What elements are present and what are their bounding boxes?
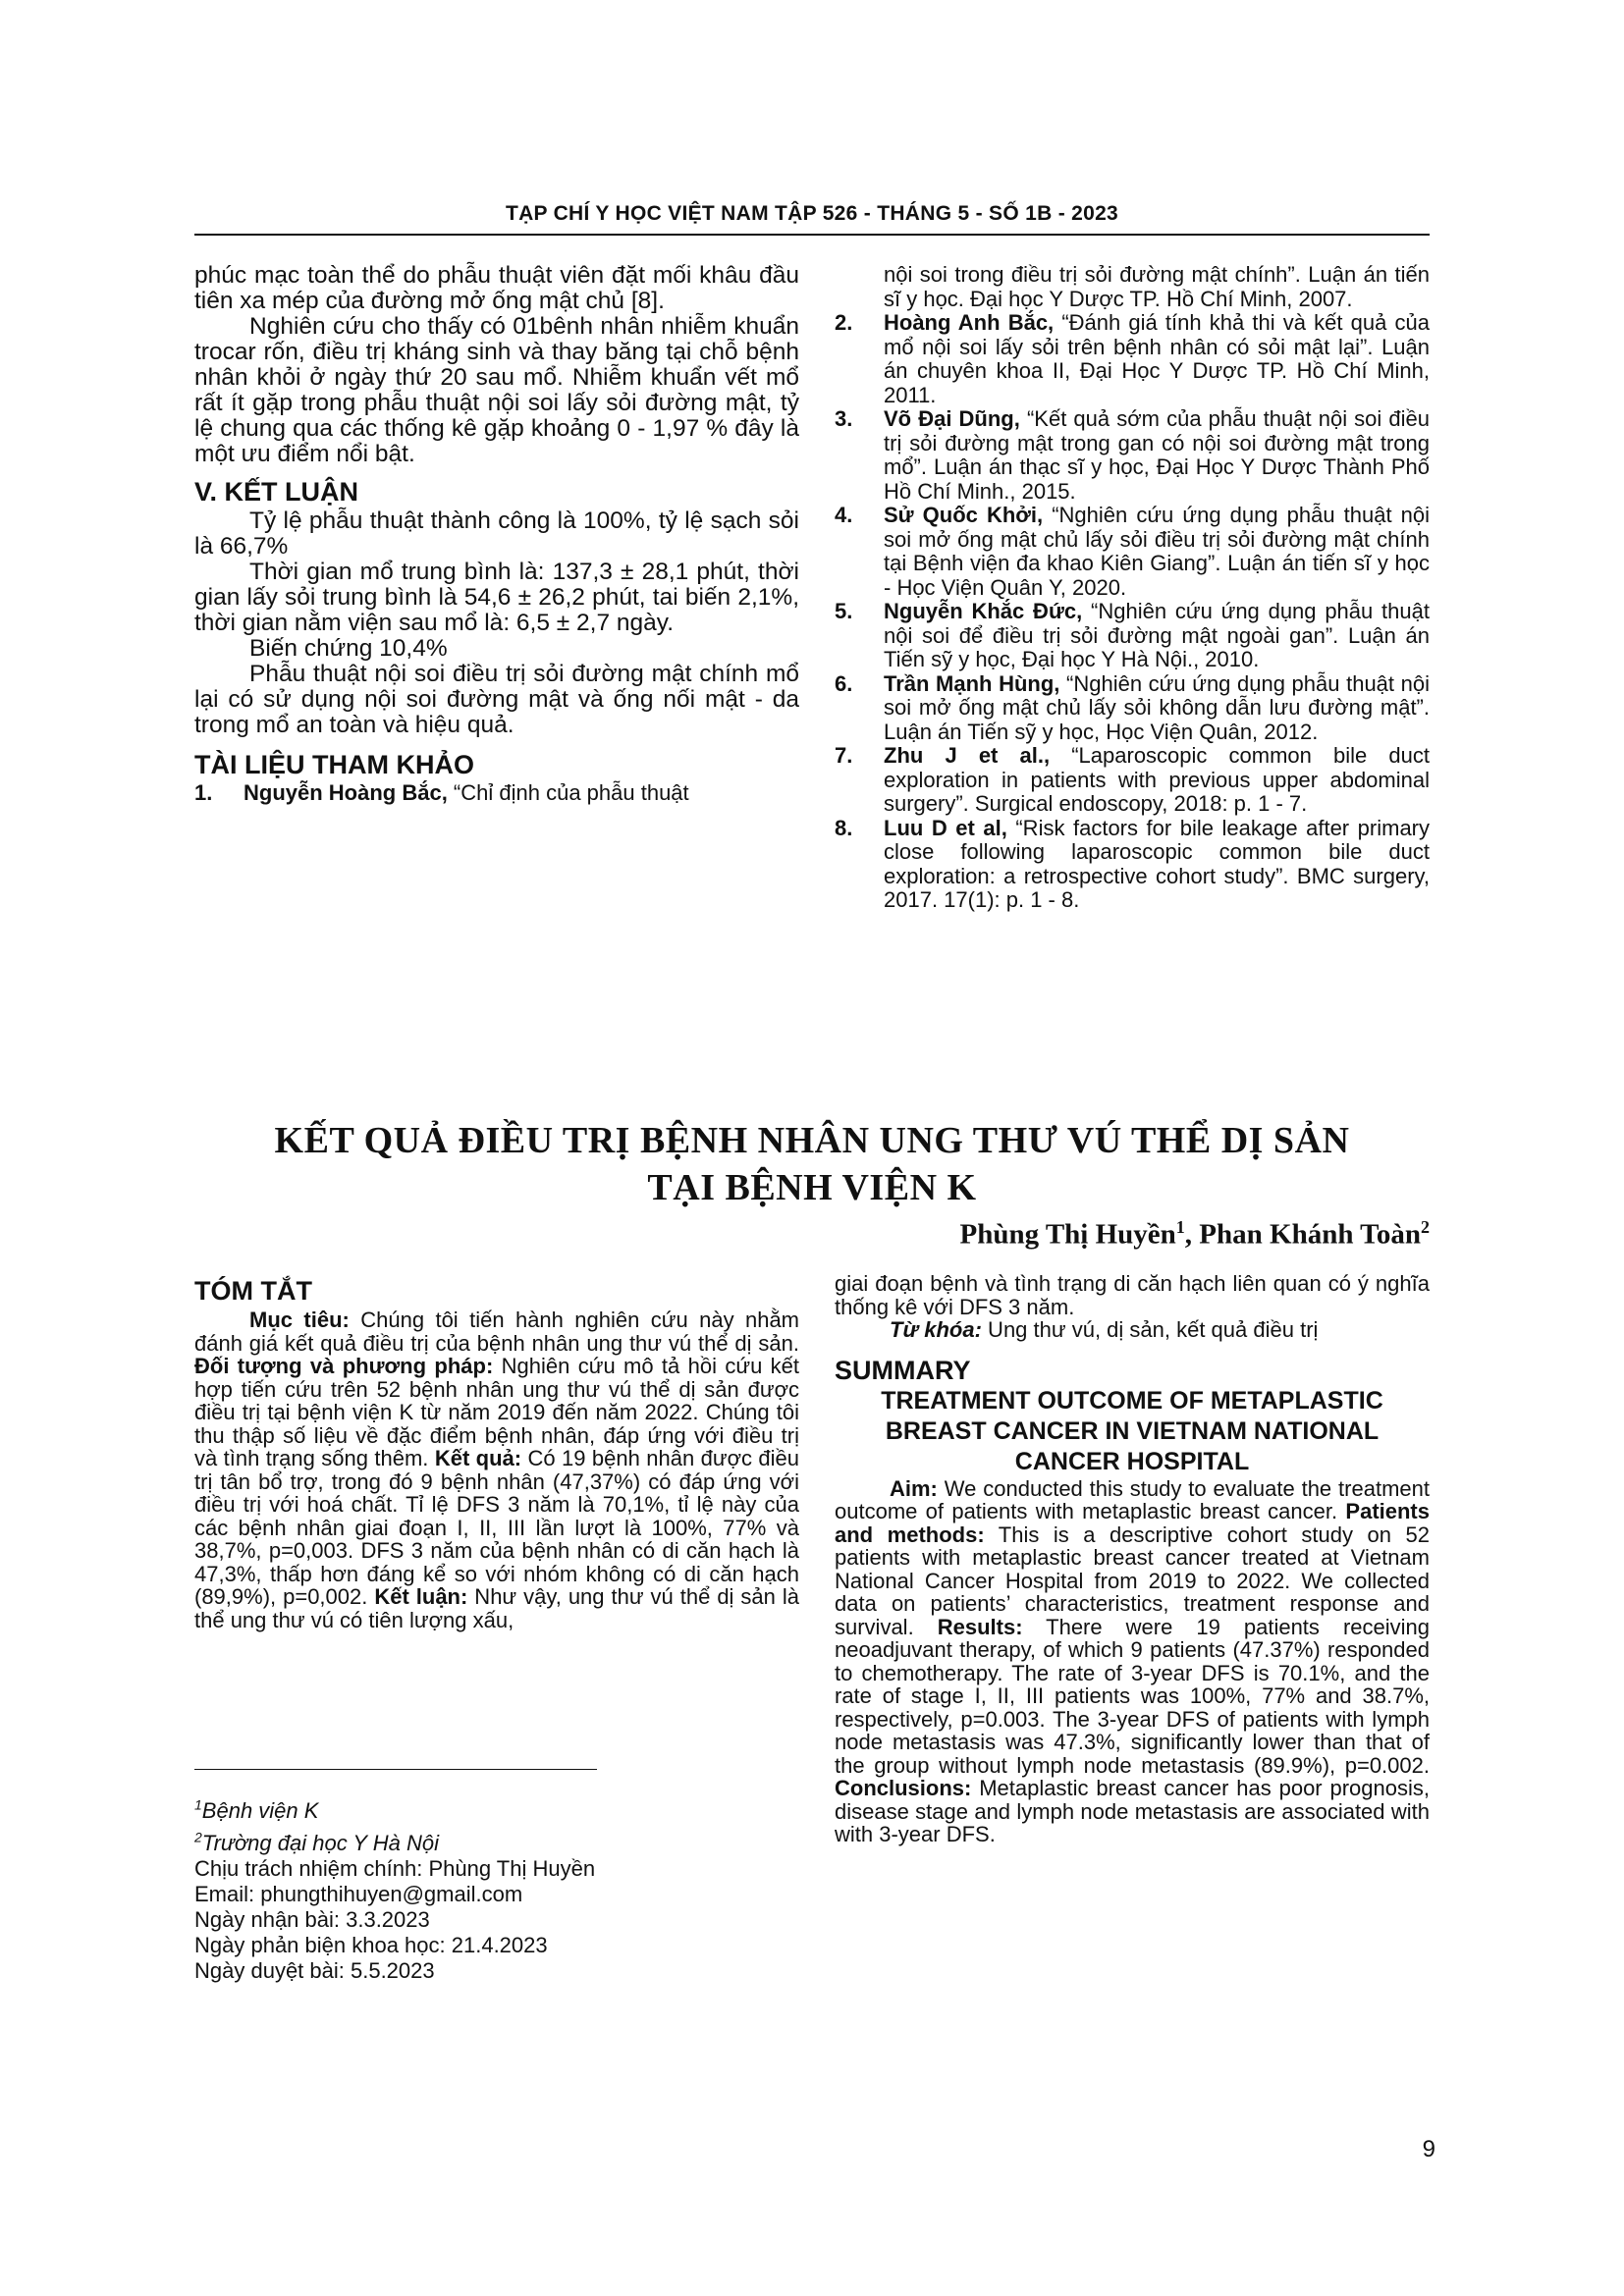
reference-text: “Risk factors for bile leakage after primary close following laparoscopic common bile duct exploration: a retrospective cohort study”. BMC surgery, 2017. 17(1): p. 1 - 8. (884, 815, 1431, 912)
reference-text: “Nghiên cứu ứng dụng phẫu thuật nội soi để điều trị sỏi đường mật ngoài gan”. Luận án Tiến sỹ y học, Đại học Y Hà Nội., 2010. (884, 599, 1430, 671)
reference-text: “Kết quả sớm của phẫu thuật nội soi điều trị sỏi đường mật trong gan có nội soi đường mật trong mổ”. Luận án thạc sĩ y học, Đại Học Y Dược Thành Phố Hồ Chí Minh., 2015. (884, 406, 1430, 504)
section-heading: TÀI LIỆU THAM KHẢO (194, 750, 474, 779)
abstract-heading: TÓM TẮT (194, 1276, 312, 1306)
summary-title: TREATMENT OUTCOME OF METAPLASTIC BREAST CANCER IN VIETNAM NATIONAL CANCER HOSPITAL (881, 1386, 1383, 1475)
affiliation-mark: 2 (1421, 1217, 1430, 1237)
reference-author: Trần Mạnh Hùng, (884, 670, 1060, 696)
reference-number: 4. (835, 503, 853, 527)
abstract-paragraph (194, 1308, 799, 1631)
section-heading: V. KẾT LUẬN (194, 477, 359, 507)
keywords (835, 1318, 1430, 1342)
paragraph: Biến chứng 10,4% (249, 635, 448, 662)
title-line: TẠI BỆNH VIỆN K (647, 1167, 977, 1208)
date-reviewed: Ngày phản biện khoa học: 21.4.2023 (194, 1932, 548, 1957)
affiliation (194, 1792, 595, 1824)
running-header: TẠP CHÍ Y HỌC VIỆT NAM TẬP 526 - THÁNG 5 - SỐ 1B - 2023 (505, 202, 1119, 225)
paragraph: phúc mạc toàn thể do phẫu thuật viên đặt mối khâu đầu tiên xa mép của đường mở ống mật chủ [8]. (194, 262, 799, 314)
summary-heading: SUMMARY (835, 1355, 971, 1385)
author-name: Phùng Thị Huyền (959, 1218, 1176, 1251)
reference-text: “Chỉ định của phẫu thuật (447, 780, 689, 805)
keywords-label: Từ khóa: (890, 1317, 982, 1342)
reference-number: 7. (835, 743, 853, 768)
reference-item (835, 311, 1430, 407)
paragraph: Nghiên cứu cho thấy có 01bênh nhân nhiễm khuẩn trocar rốn, điều trị kháng sinh và thay băng tại chỗ bệnh nhân khỏi ở ngày thứ 20 sau mổ. Nhiễm khuẩn vết mổ rất ít gặp trong phẫu thuật nội soi lấy sỏi đường mật, tỷ lệ chung qua các thống kê gặp khoảng 0 - 1,97 % đây là một ưu điểm nổi bật. (194, 313, 799, 467)
text: Chúng tôi tiến hành nghiên cứu này nhằm đánh giá kết quả điều trị của bệnh nhân ung thư vú thể dị sản. (194, 1308, 799, 1356)
text: Như vậy, ung thư vú thể dị sản là thể ung thư vú có tiên lượng xấu, (194, 1584, 799, 1632)
reference-text: “Laparoscopic common bile duct exploration in patients with previous upper abdominal surgery”. Surgical endoscopy, 2018: p. 1 - 7. (884, 743, 1430, 816)
label: Kết luận: (374, 1584, 468, 1609)
reference-item (835, 672, 1430, 745)
reference-item (835, 817, 1430, 913)
footnotes (194, 1792, 595, 1984)
title-line: KẾT QUẢ ĐIỀU TRỊ BỆNH NHÂN UNG THƯ VÚ THỂ DỊ SẢN (274, 1120, 1350, 1161)
reference-number: 6. (835, 670, 853, 696)
corresponding-author: Chịu trách nhiệm chính: Phùng Thị Huyền (194, 1855, 596, 1881)
label: Kết quả: (434, 1446, 522, 1470)
reference-author: Võ Đại Dũng, (884, 406, 1020, 431)
text: We conducted this study to evaluate the treatment outcome of patients with metaplastic breast cancer. (835, 1475, 1430, 1523)
author-separator: , (1184, 1218, 1200, 1251)
summary-paragraph (835, 1477, 1430, 1846)
affiliation-mark: 1 (1175, 1217, 1185, 1237)
affiliation (194, 1824, 595, 1855)
article-title (194, 1117, 1430, 1211)
paragraph: Phẫu thuật nội soi điều trị sỏi đường mật chính mổ lại có sử dụng nội soi đường mật và ống nối mật - da trong mổ an toàn và hiệu quả. (194, 661, 799, 738)
reference-number: 3. (835, 406, 853, 431)
label: Đối tượng và phương pháp: (194, 1354, 494, 1378)
reference-author: Sử Quốc Khởi, (884, 503, 1044, 527)
reference-item (835, 744, 1430, 817)
header-rule (194, 234, 1430, 236)
right-column (835, 263, 1430, 913)
reference-text: “Nghiên cứu ứng dụng phẫu thuật nội soi mở ống mật chủ lấy sỏi điều trị sỏi đường mật chính tại Bệnh viện đa khao Kiên Giang”. Luận án tiến sĩ y học - Học Viện Quân Y, 2020. (884, 503, 1430, 600)
date-received: Ngày nhận bài: 3.3.2023 (194, 1906, 430, 1932)
affiliation-mark: 2 (194, 1829, 202, 1845)
paragraph: Thời gian mổ trung bình là: 137,3 ± 28,1 phút, thời gian lấy sỏi trung bình là 54,6 ± 26,2 phút, tai biến 2,1%, thời gian nằm viện sau mổ là: 6,5 ± 2,7 ngày. (194, 559, 799, 636)
reference-number: 1. (194, 780, 213, 805)
reference-item (835, 407, 1430, 504)
reference-number: 8. (835, 815, 853, 840)
email: Email: phungthihuyen@gmail.com (194, 1881, 523, 1906)
text: This is a descriptive cohort study on 52 patients with metaplastic breast cancer treated at Vietnam National Cancer Hospital from 2019 to 2022. We collected data on patients’ characteristics, treatment response and survival. (835, 1522, 1430, 1639)
author-list (960, 1217, 1431, 1252)
reference-item (835, 263, 1430, 311)
abstract-continued (835, 1272, 1430, 1846)
reference-author: Nguyễn Khắc Đức, (884, 599, 1083, 623)
reference-item (835, 600, 1430, 672)
label: Aim: (890, 1475, 938, 1501)
reference-number: 2. (835, 310, 853, 335)
reference-author: Zhu J et al., (884, 743, 1051, 768)
left-column (194, 263, 799, 806)
footnote-rule (194, 1769, 597, 1770)
reference-item (835, 504, 1430, 600)
reference-item (194, 781, 799, 806)
text: Có 19 bệnh nhân được điều trị tân bổ trợ, trong đó 9 bệnh nhân (47,37%) có đáp ứng với điều trị với hoá chất. Tỉ lệ DFS 3 năm là 70,1%, tỉ lệ này của các bệnh nhân giai đoạn I, II, III lần lượt là 100%, 77% và 38,7%, p=0,003. DFS 3 năm của bệnh nhân có di căn hạch là 47,3%, thấp hơn đáng kể so với nhóm không có di căn hạch (89,9%), p=0,002. (194, 1446, 800, 1609)
reference-list (835, 311, 1430, 913)
reference-text: “Đánh giá tính khả thi và kết quả của mổ nội soi lấy sỏi trên bệnh nhân có sỏi mật lại”. Luận án chuyên khoa II, Đại Học Y Dược TP. Hồ Chí Minh, 2011. (884, 310, 1430, 407)
abstract-paragraph: giai đoạn bệnh và tình trạng di căn hạch liên quan có ý nghĩa thống kê với DFS 3 năm. (835, 1271, 1430, 1319)
text: Nghiên cứu mô tả hồi cứu kết hợp tiến cứu trên 52 bệnh nhân ung thư vú thể dị sản được điều trị tại bệnh viện K từ năm 2019 đến năm 2022. Chúng tôi thu thập số liệu về đặc điểm bệnh nhân, đáp ứng với điều trị và tình trạng sống thêm. (194, 1354, 800, 1470)
text: Metaplastic breast cancer has poor prognosis, disease stage and lymph node metastasis are associated with with 3-year DFS. (835, 1776, 1430, 1846)
reference-author: Nguyễn Hoàng Bắc, (244, 780, 448, 805)
label: Conclusions: (835, 1776, 972, 1800)
paragraph: Tỷ lệ phẫu thuật thành công là 100%, tỷ lệ sạch sỏi là 66,7% (194, 507, 799, 560)
author-name: Phan Khánh Toàn (1199, 1218, 1421, 1251)
page-number: 9 (1422, 2136, 1435, 2163)
reference-author: Hoàng Anh Bắc, (884, 310, 1055, 335)
reference-number: 5. (835, 599, 853, 623)
label: Patients and methods: (835, 1499, 1430, 1547)
affiliation-text: Trường đại học Y Hà Nội (201, 1830, 440, 1855)
date-approved: Ngày duyệt bài: 5.5.2023 (194, 1957, 435, 1983)
affiliation-text: Bệnh viện K (201, 1798, 319, 1824)
reference-author: Luu D et al, (884, 815, 1007, 840)
reference-text: “Nghiên cứu ứng dụng phẫu thuật nội soi mở ống mật chủ lấy sỏi không dẫn lưu đường mật”. Luận án Tiến sỹ y học, Học Viện Quân, 2012. (884, 670, 1430, 744)
keywords-text: Ung thư vú, dị sản, kết quả điều trị (981, 1317, 1319, 1342)
affiliation-mark: 1 (194, 1797, 202, 1813)
label: Results: (937, 1614, 1023, 1639)
abstract-vietnamese (194, 1276, 799, 1631)
reference-text: nội soi trong điều trị sỏi đường mật chính”. Luận án tiến sĩ y học. Đại học Y Dược TP. Hồ Chí Minh, 2007. (884, 262, 1430, 311)
text: There were 19 patients receiving neoadjuvant therapy, of which 9 patients (47.37%) responded to chemotherapy. The rate of 3-year DFS is 70.1%, and the rate of stage I, II, III patients was 100%, 77% and 38.7%, respectively, p=0.003. The 3-year DFS of patients with lymph node metastasis was 47.3%, significantly lower than that of the group without lymph node metastasis (89.9%), p=0.002. (835, 1614, 1430, 1778)
label: Mục tiêu: (249, 1308, 350, 1332)
